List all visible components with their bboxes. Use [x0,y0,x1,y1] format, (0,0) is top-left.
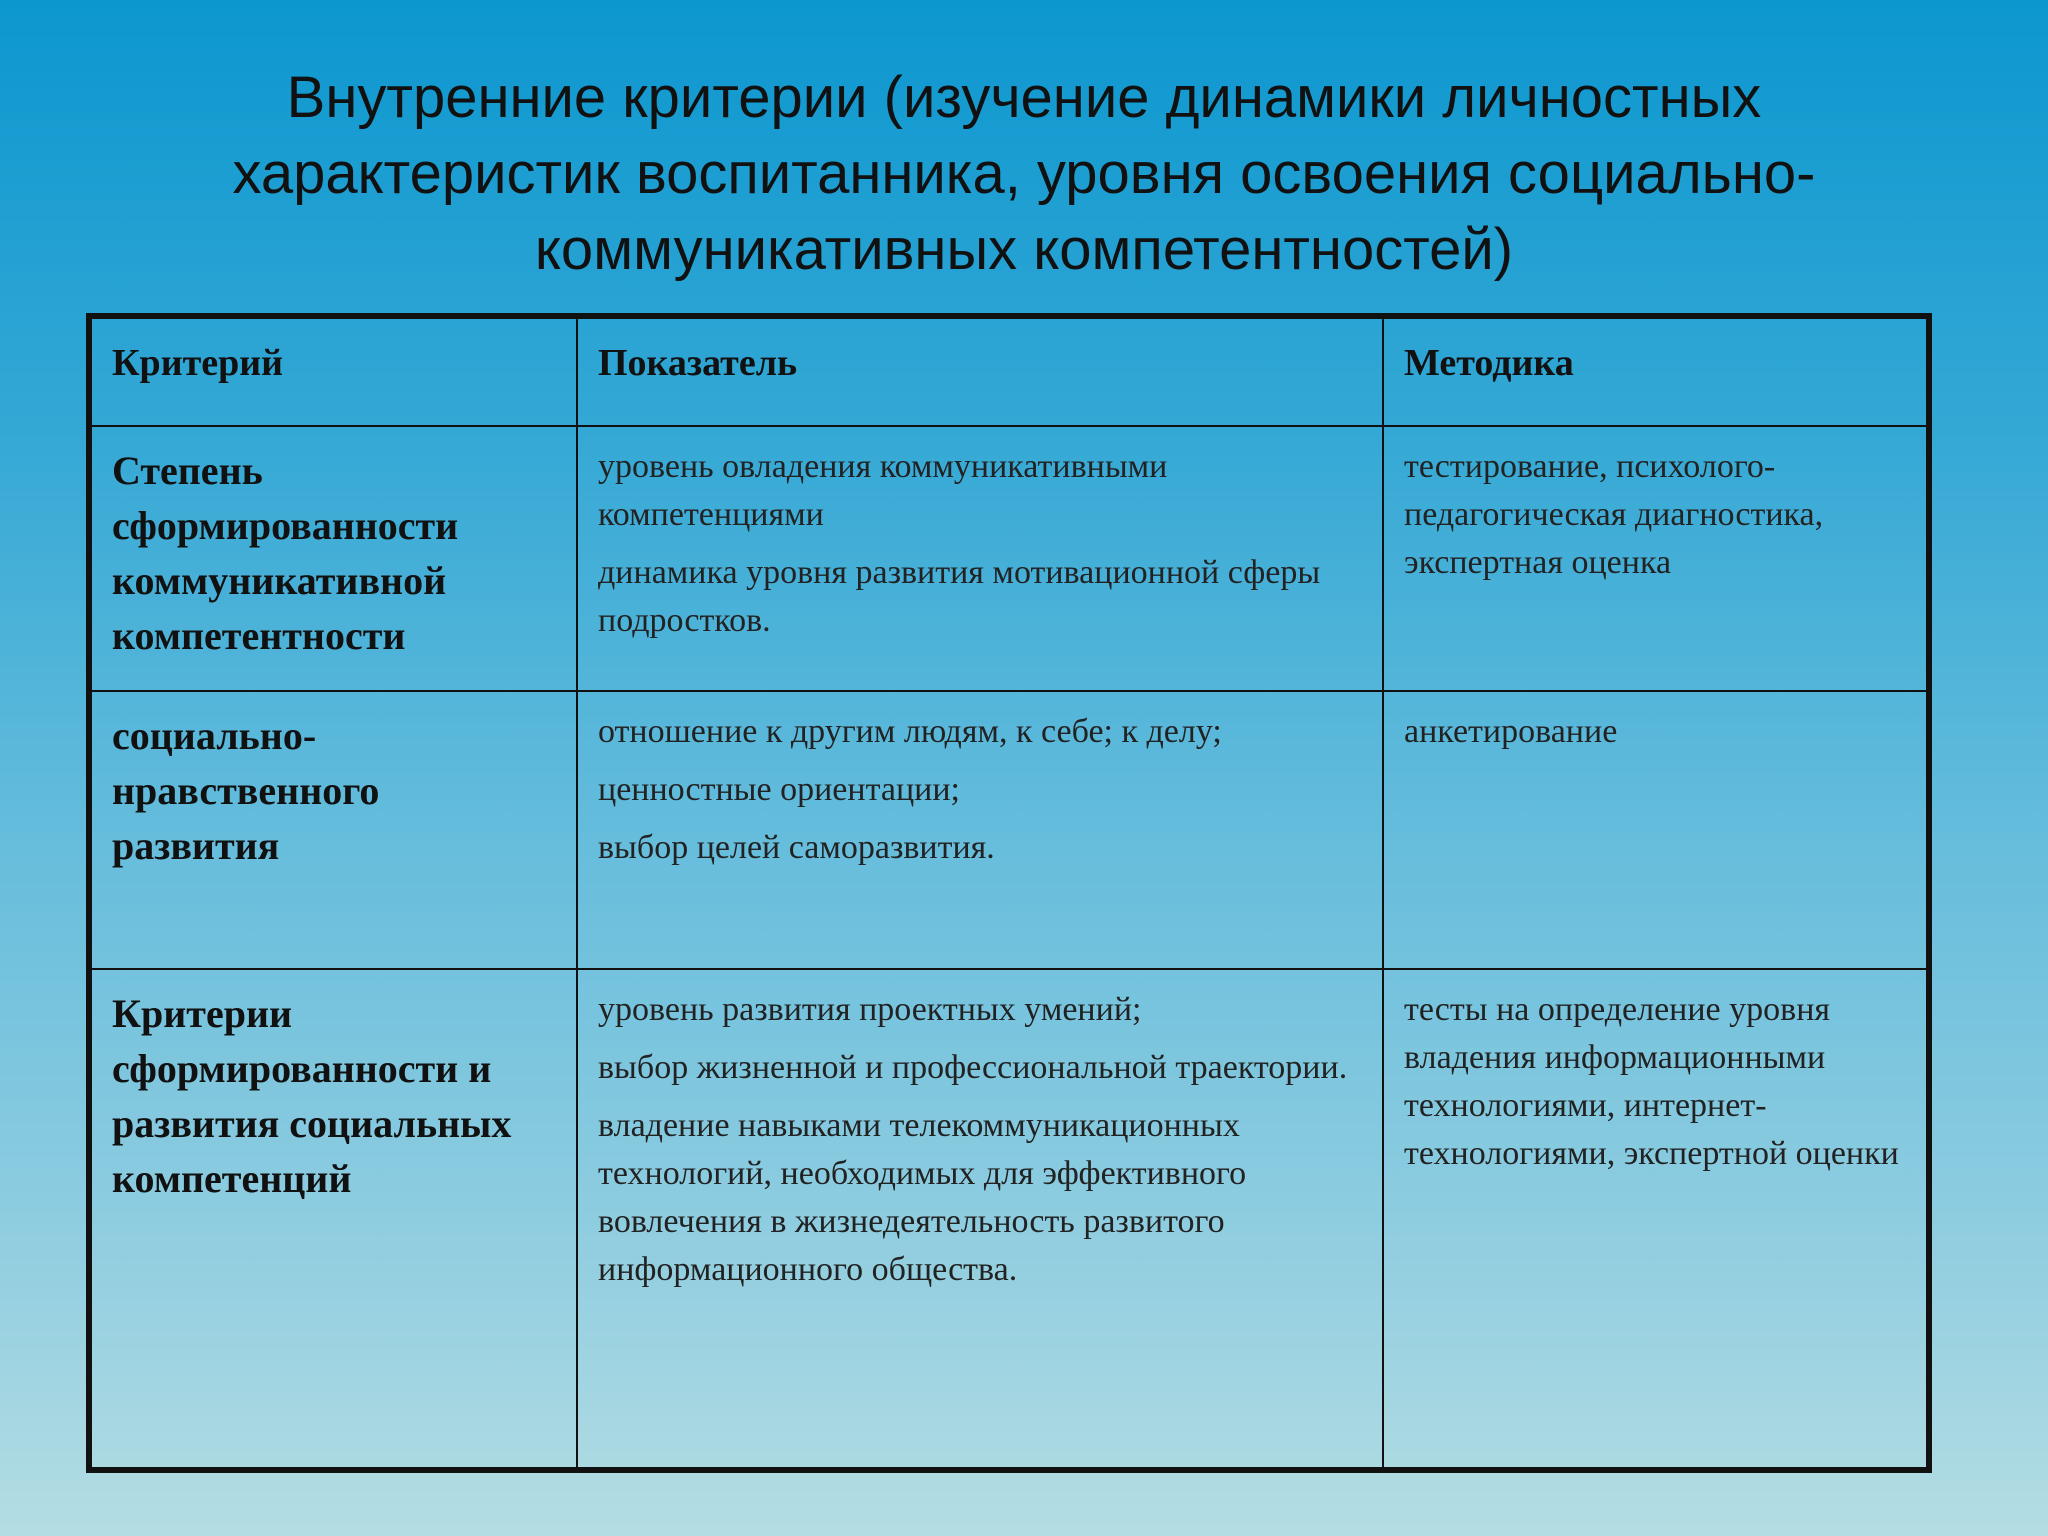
indicator-item: ценностные ориентации; [598,771,960,808]
indicator-item: уровень развития проектных умений; [598,991,1142,1028]
header-method: Методика [1383,318,1927,426]
header-indicator: Показатель [577,318,1383,426]
header-criterion: Критерий [91,318,577,426]
indicator-cell [577,969,1383,1468]
indicator-item: отношение к другим людям, к себе; к делу; [598,713,1222,750]
method-cell: тестирование, психолого-педагогическая диагностика, экспертная оценка [1383,426,1927,691]
indicator-item: выбор жизненной и профессиональной траектории. [598,1049,1348,1086]
indicator-cell [577,426,1383,691]
criterion-cell: Степень сформированности коммуникативной компетентности [91,426,577,691]
method-cell: анкетирование [1383,691,1927,969]
method-cell: тесты на определение уровня владения информационными технологиями, интернет-технологиями, экспертной оценки [1383,969,1927,1468]
indicator-cell [577,691,1383,969]
table-row [91,691,1927,969]
criteria-table [86,313,1932,1473]
indicator-item: владение навыками телекоммуникационных технологий, необходимых для эффективного вовлечения в жизнедеятельность развитого информационного общества. [598,1107,1247,1288]
indicator-item: выбор целей саморазвития. [598,829,995,866]
criterion-cell: Критерии сформированности и развития социальных компетенций [91,969,577,1468]
title-line-1: Внутренние критерии (изучение динамики личностных [286,65,1762,130]
title-line-2: характеристик воспитанника, уровня освоения социально- [232,141,1816,206]
table-row [91,969,1927,1468]
title-line-3: коммуникативных компетентностей) [534,217,1514,282]
table-row [91,426,1927,691]
indicator-item: уровень овладения коммуникативными компетенциями [598,448,1168,533]
criterion-cell: социально-нравственного развития [91,691,577,969]
slide-title [60,60,1988,288]
indicator-item: динамика уровня развития мотивационной сферы подростков. [598,554,1321,639]
table-header-row [91,318,1927,426]
